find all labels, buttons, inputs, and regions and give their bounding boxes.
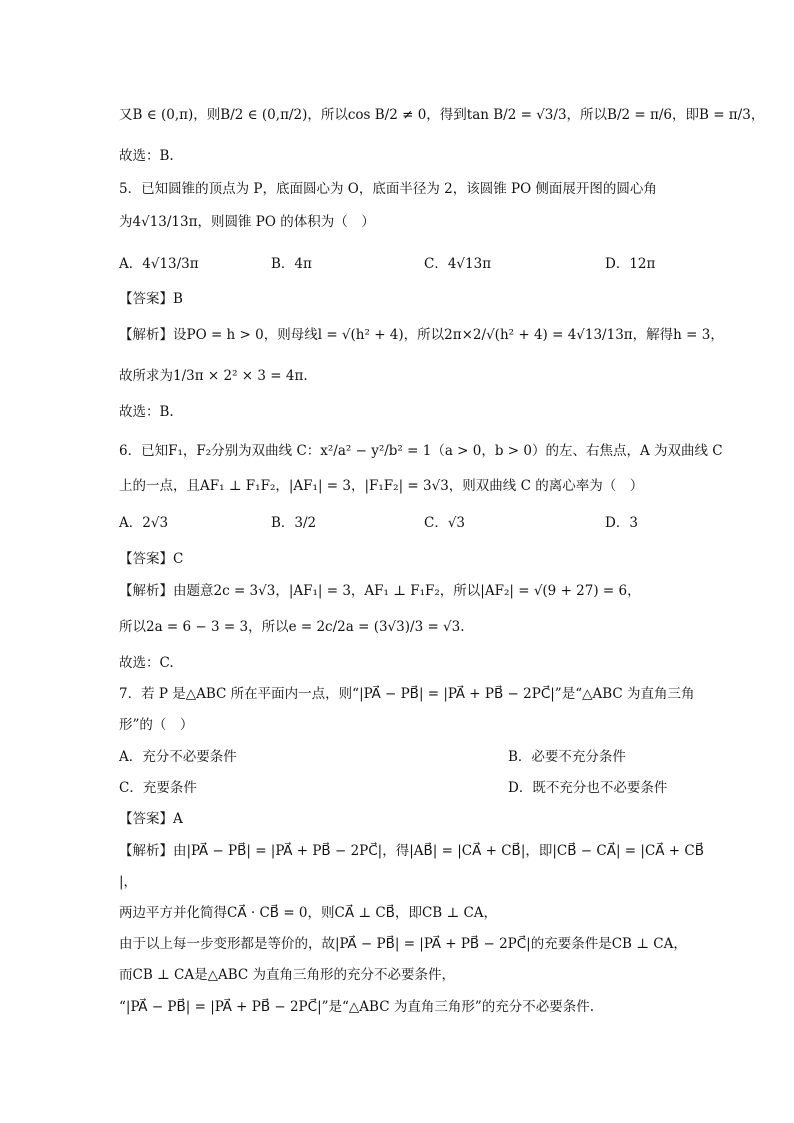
option-d: D．既不充分也不必要条件 [508,780,668,796]
question-6-stem: 上的一点，且AF₁ ⊥ F₁F₂，|AF₁| = 3，|F₁F₂| = 3√3，则双曲线 C 的离心率为（ ） [119,478,644,494]
analysis-line: 而CB ⊥ CA是△ABC 为直角三角形的充分不必要条件， [119,967,456,983]
option-c: C．√3 [424,515,466,531]
question-6-stem: 6．已知F₁，F₂分别为双曲线 C：x²/a² − y²/b² = 1（a > 0，b > 0）的左、右焦点，A 为双曲线 C [119,443,723,459]
option-a: A．充分不必要条件 [119,749,237,765]
question-7-stem: 形”的（ ） [119,717,194,733]
option-d: D．12π [605,256,656,272]
answer-line: 【答案】A [119,811,183,827]
analysis-line: 两边平方并化简得CA⃗ · CB⃗ = 0，则CA⃗ ⊥ CB⃗，即CB ⊥ CA， [119,905,498,921]
question-7-stem: 7．若 P 是△ABC 所在平面内一点，则“|PA⃗ − PB⃗| = |PA⃗ + PB⃗ − 2PC⃗|”是“△ABC 为直角三角 [119,686,695,702]
option-c: C．4√13π [424,256,492,272]
option-a: A．4√13/3π [119,256,199,272]
text-line: 故选：B. [119,148,174,164]
question-7-options-row-1 [119,746,686,768]
analysis-line: 【解析】由|PA⃗ − PB⃗| = |PA⃗ + PB⃗ − 2PC⃗|，得|AB⃗| = |CA⃗ + CB⃗|，即|CB⃗ − CA⃗| = |CA⃗ + CB⃗ [119,843,705,859]
answer-line: 【答案】C [119,551,184,567]
analysis-line: |， [119,874,138,890]
question-5-options [119,253,686,275]
answer-line: 【答案】B [119,291,183,307]
analysis-line: 由于以上每一步变形都是等价的，故|PA⃗ − PB⃗| = |PA⃗ + PB⃗ − 2PC⃗|的充要条件是CB ⊥ CA， [119,936,687,952]
analysis-line: “|PA⃗ − PB⃗| = |PA⃗ + PB⃗ − 2PC⃗|”是“△ABC 为直角三角形”的充分不必要条件. [119,999,595,1015]
question-5-stem: 为4√13/13π，则圆锥 PO 的体积为（ ） [119,214,375,230]
analysis-line: 故所求为1/3π × 2² × 3 = 4π. [119,368,308,384]
option-b: B．4π [271,256,312,272]
text-line: 故选：B. [119,404,174,420]
option-c: C．充要条件 [119,780,197,796]
analysis-line: 【解析】由题意2c = 3√3，|AF₁| = 3，AF₁ ⊥ F₁F₂，所以|AF₂| = √(9 + 27) = 6， [119,583,641,599]
question-6-options [119,512,686,534]
text-line: 又B ∈ (0,π)，则B/2 ∈ (0,π/2)，所以cos B/2 ≠ 0，得到tan B/2 = √3/3，所以B/2 = π/6，即B = π/3， [119,107,765,123]
question-7-options-row-2 [119,777,686,799]
option-b: B．3/2 [271,515,317,531]
text-line: 故选：C. [119,655,174,671]
analysis-line: 所以2a = 6 − 3 = 3，所以e = 2c/2a = (3√3)/3 = √3. [119,619,465,635]
option-a: A．2√3 [119,515,169,531]
option-d: D．3 [605,515,638,531]
option-b: B．必要不充分条件 [508,749,626,765]
question-5-stem: 5．已知圆锥的顶点为 P，底面圆心为 O，底面半径为 2，该圆锥 PO 侧面展开图的圆心角 [119,181,657,197]
analysis-line: 【解析】设PO = h > 0，则母线l = √(h² + 4)，所以2π×2/√(h² + 4) = 4√13/13π，解得h = 3， [119,327,724,343]
